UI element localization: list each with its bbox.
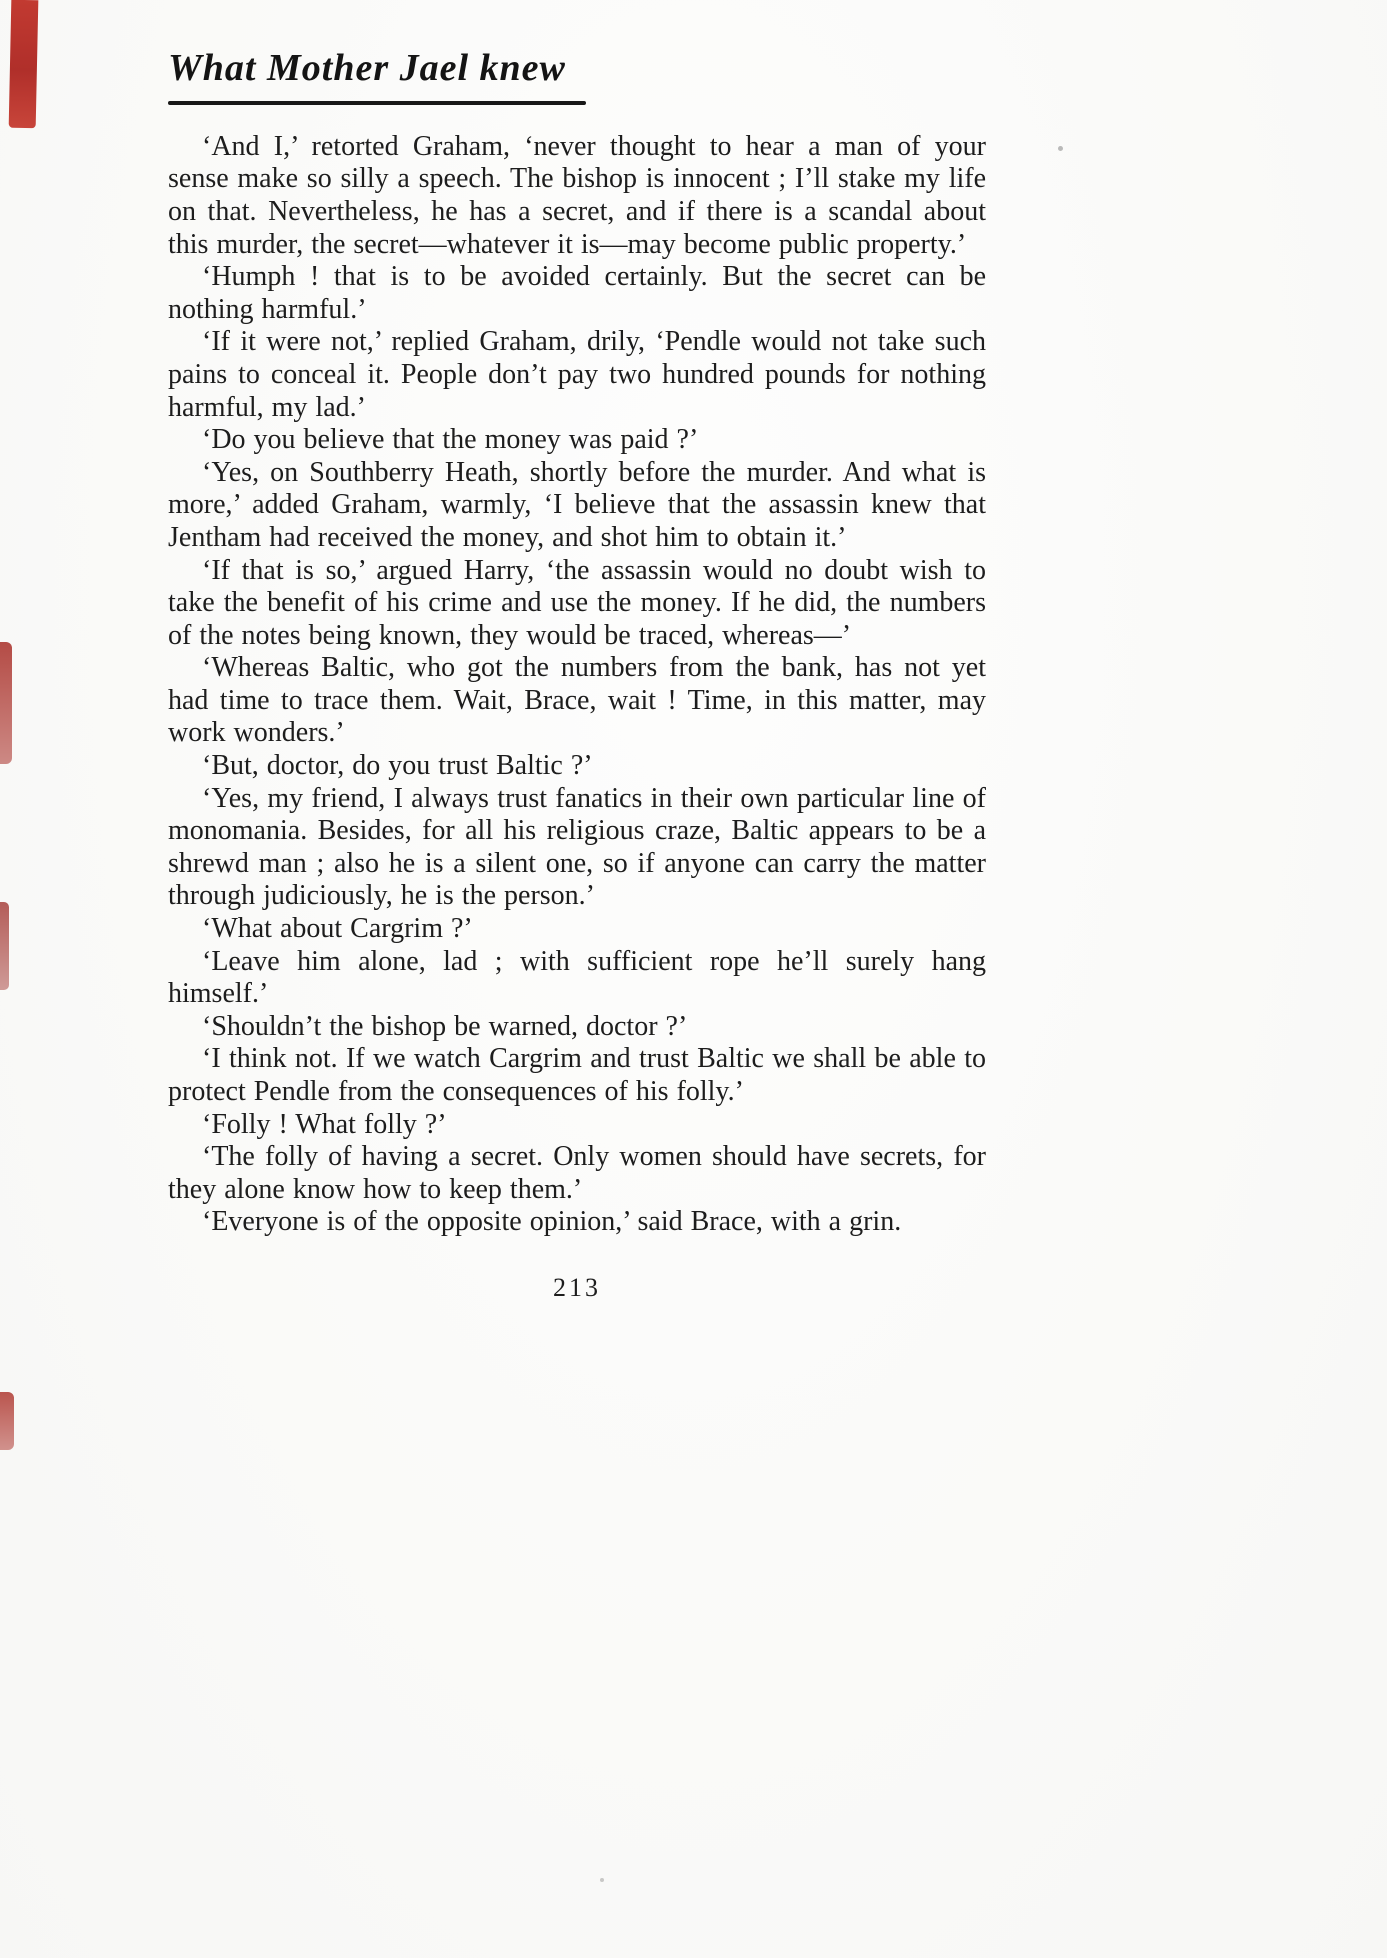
paragraph: ‘If that is so,’ argued Harry, ‘the assassin would no doubt wish to take the benefit of his crime and use the money. If he did, the numbers of the notes being known, they would be traced, whereas—’	[168, 554, 986, 651]
title-rule	[168, 101, 586, 105]
paragraph: ‘What about Cargrim ?’	[202, 913, 473, 945]
paragraph: ‘But, doctor, do you trust Baltic ?’	[202, 750, 593, 782]
paragraph: ‘Whereas Baltic, who got the numbers from the bank, has not yet had time to trace them. Wait, Brace, wait ! Time, in this matter, may work wonders.’	[168, 652, 986, 749]
paragraph: ‘Folly ! What folly ?’	[202, 1108, 447, 1140]
paragraph: ‘If it were not,’ replied Graham, drily, ‘Pendle would not take such pains to conceal it. People don’t pay two hundred pounds for nothing harmful, my lad.’	[168, 326, 986, 423]
scan-artifact-red-top	[9, 0, 39, 128]
page-number: 213	[553, 1272, 601, 1302]
running-header	[168, 48, 986, 105]
paragraph: ‘The folly of having a secret. Only women should have secrets, for they alone know how to keep them.’	[168, 1141, 986, 1205]
paragraph: ‘Do you believe that the money was paid ?’	[202, 424, 699, 456]
paragraph: ‘Yes, on Southberry Heath, shortly before the murder. And what is more,’ added Graham, warmly, ‘I believe that the assassin knew that Jentham had received the money, and shot him to obtain it.’	[168, 456, 986, 553]
scan-speck	[1058, 146, 1063, 151]
paragraph: ‘I think not. If we watch Cargrim and trust Baltic we shall be able to protect Pendle from the consequences of his folly.’	[168, 1043, 986, 1108]
book-page	[168, 48, 986, 1303]
body-text	[168, 131, 986, 1239]
scan-artifact-red-middle-1	[0, 642, 12, 764]
paragraph: ‘Humph ! that is to be avoided certainly. But the secret can be nothing harmful.’	[168, 261, 986, 325]
scan-speck	[600, 1878, 604, 1882]
paragraph: ‘Shouldn’t the bishop be warned, doctor ?’	[202, 1010, 688, 1042]
scan-artifact-red-bottom	[0, 1392, 14, 1450]
paragraph: ‘And I,’ retorted Graham, ‘never thought to hear a man of your sense make so silly a speech. The bishop is innocent ; I’ll stake my life on that. Nevertheless, he has a secret, and if there is a scandal about this murder, the secret—whatever it is—may become public property.’	[168, 130, 986, 260]
paragraph: ‘Everyone is of the opposite opinion,’ said Brace, with a grin.	[202, 1206, 902, 1238]
paragraph: ‘Yes, my friend, I always trust fanatics in their own particular line of monomania. Besides, for all his religious craze, Baltic appears to be a shrewd man ; also he is a silent one, so if anyone can carry the matter through judiciously, he is the person.’	[168, 782, 986, 912]
scan-artifact-red-middle-2	[0, 902, 9, 990]
page-footer	[168, 1273, 986, 1303]
page-title: What Mother Jael knew	[168, 47, 566, 89]
paragraph: ‘Leave him alone, lad ; with sufficient rope he’ll surely hang himself.’	[168, 945, 986, 1010]
